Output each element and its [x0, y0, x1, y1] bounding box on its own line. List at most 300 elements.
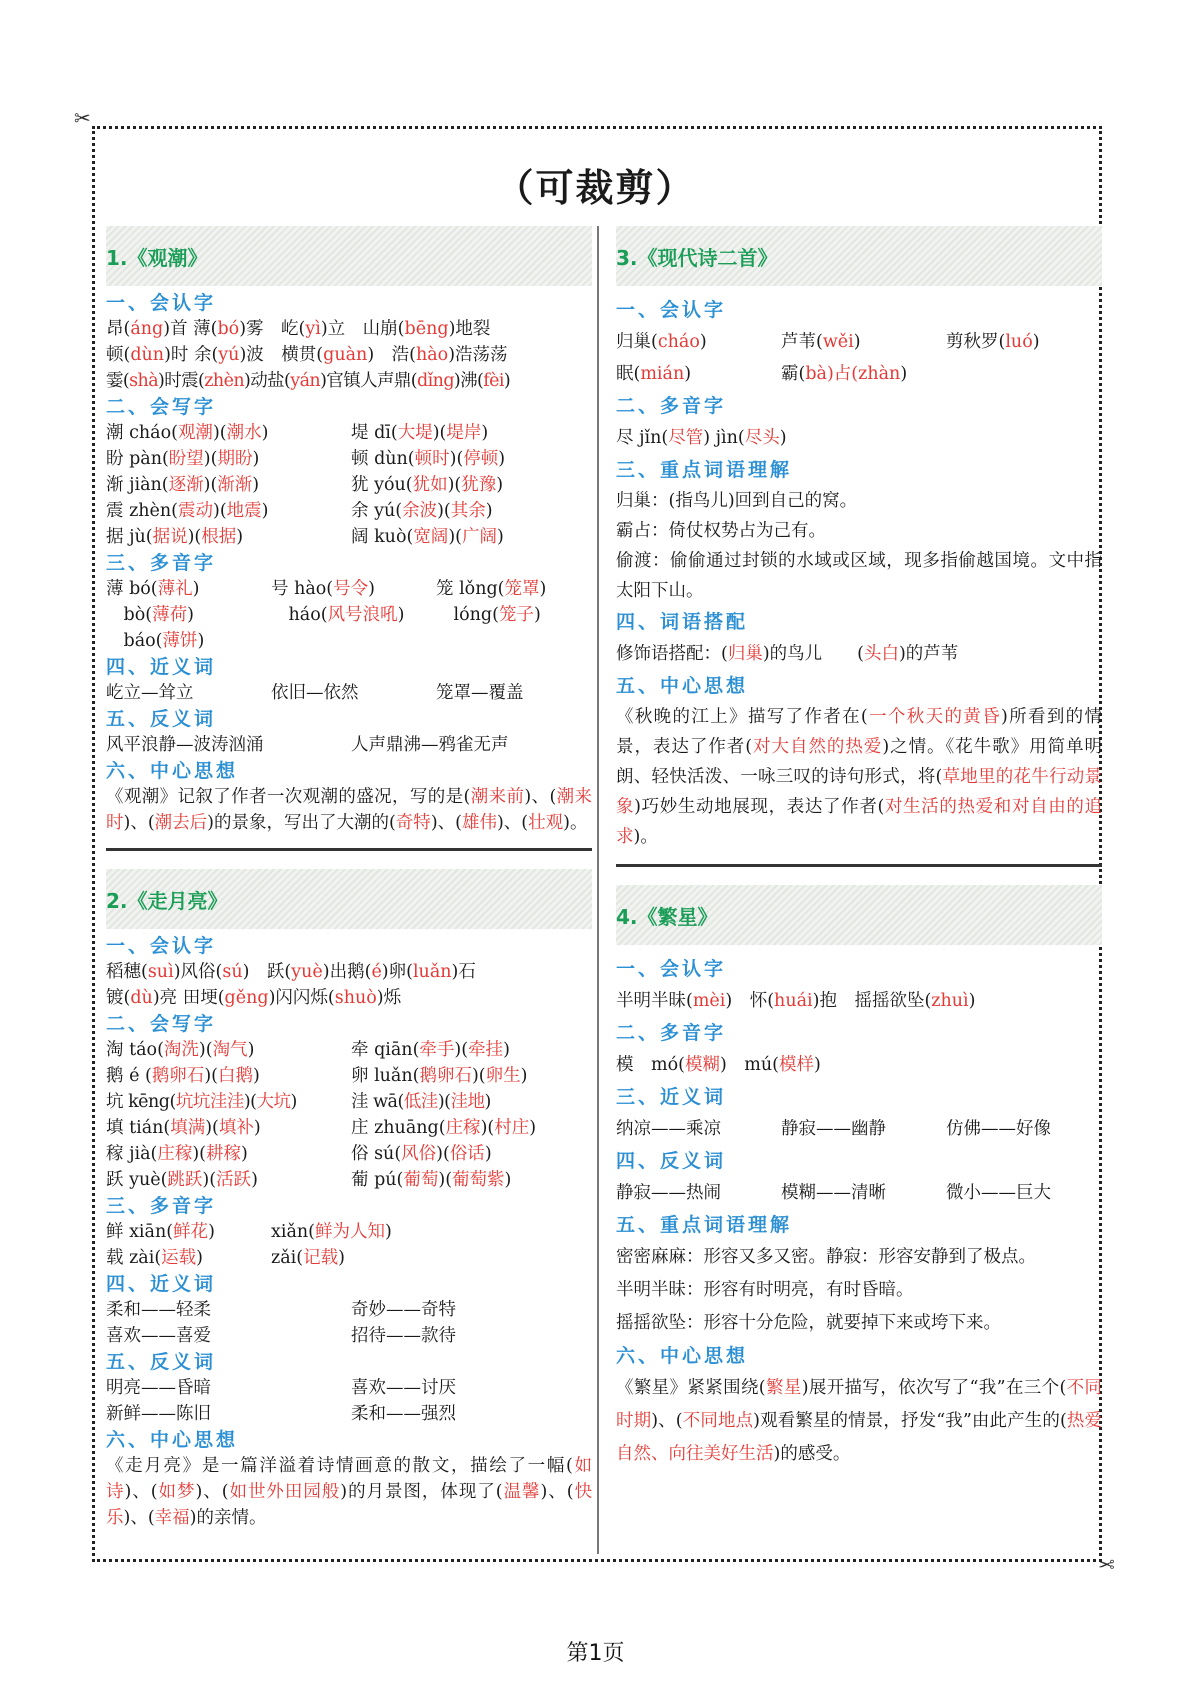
text: 渐 jiàn(	[106, 475, 169, 495]
answer: 风号浪吼	[327, 605, 398, 625]
text: )之情。《花牛歌》用简单明朗、轻快活泼、一咏三叹的诗句形式，将(	[616, 737, 1103, 787]
pinyin: yuè	[291, 962, 323, 982]
synonym-row	[616, 1113, 1102, 1145]
answer: 潮来时	[106, 787, 593, 833]
text: bò(	[106, 605, 153, 625]
pinyin-row	[616, 985, 1102, 1017]
text: )	[241, 1144, 248, 1164]
section-heading: 五、反义词	[106, 1351, 217, 1373]
central-idea	[106, 1453, 592, 1531]
synonym-pair: 静寂——幽静	[781, 1119, 886, 1139]
answer: 盼望	[168, 449, 204, 469]
left-column	[106, 226, 592, 1531]
section-heading: 三、重点词语理解	[616, 459, 793, 481]
text: 鹅 é (	[106, 1066, 152, 1086]
text: )	[814, 1055, 821, 1075]
text: )	[208, 1222, 215, 1242]
text: 坑 kēng(	[106, 1092, 176, 1112]
text: )	[368, 579, 375, 599]
pinyin: bó	[217, 319, 240, 339]
answer: 填补	[218, 1118, 254, 1138]
text: 俗 sú(	[351, 1144, 402, 1164]
answer: 记载	[303, 1248, 339, 1268]
central-idea	[616, 702, 1102, 852]
text: háo(	[271, 605, 328, 625]
text: xiǎn(	[271, 1222, 315, 1242]
text: 顿 dùn(	[351, 449, 415, 469]
text: )亮 田埂(	[152, 988, 225, 1008]
pinyin-list	[106, 316, 592, 394]
writing-row	[106, 1167, 592, 1193]
section-heading: 六、中心思想	[106, 1429, 239, 1451]
text: 修饰语搭配：(	[616, 644, 728, 664]
synonym-pair: 柔和——轻柔	[106, 1300, 211, 1320]
text: )	[529, 1118, 537, 1138]
antonym-pair: 人声鼎沸—鸦雀无声	[351, 735, 509, 755]
section-heading: 三、近义词	[616, 1086, 727, 1108]
lesson-3	[616, 226, 1102, 852]
text: )烁	[376, 988, 402, 1008]
text: 稼 jià(	[106, 1144, 158, 1164]
pinyin-row	[106, 368, 592, 394]
writing-row	[106, 1115, 592, 1141]
answer: 堤岸	[446, 423, 482, 443]
text: )	[187, 605, 194, 625]
answer: 薄饼	[162, 631, 198, 651]
text: )占(	[826, 364, 859, 384]
writing-list	[106, 420, 592, 550]
answer: 鹅卵石	[419, 1066, 472, 1086]
text: 填 tián(	[106, 1118, 171, 1138]
text: )、(	[496, 813, 529, 833]
answer: 模样	[779, 1055, 814, 1075]
answer: 据说	[152, 527, 188, 547]
text: )(	[448, 527, 462, 547]
text: )	[247, 1040, 255, 1060]
synonym-pair: 屹立—耸立	[106, 683, 194, 703]
pinyin: yì	[305, 319, 321, 339]
polyphone-row	[616, 422, 1102, 454]
section-heading: 五、中心思想	[616, 675, 749, 697]
pinyin: mèi	[692, 991, 726, 1011]
text: )	[533, 605, 541, 625]
pinyin: yú	[218, 345, 240, 365]
text: )(	[202, 1170, 217, 1190]
writing-row	[106, 1063, 592, 1089]
pinyin: zhèn	[204, 371, 245, 391]
text: )所看到的情景，表达了作者(	[616, 707, 1103, 757]
text: 犹 yóu(	[351, 475, 413, 495]
text: )	[520, 1066, 528, 1086]
pinyin: shuò	[334, 988, 377, 1008]
text: )、(	[540, 1482, 574, 1502]
lesson-title: 4.《繁星》	[616, 885, 1102, 945]
antonym-pair: 明亮——昏暗	[106, 1378, 211, 1398]
text: )	[484, 1092, 491, 1112]
answer: 庄稼	[445, 1118, 481, 1138]
text: )(	[192, 1144, 207, 1164]
polyphone-row	[616, 1049, 1102, 1081]
key-word-line: 半明半昧：形容有时明亮，有时昏暗。	[616, 1280, 914, 1300]
synonym-row	[106, 680, 592, 706]
answer: 雄伟	[461, 813, 497, 833]
text: )	[900, 364, 908, 384]
text: 霸(	[781, 364, 806, 384]
pinyin-row	[106, 959, 592, 985]
text: )	[968, 991, 976, 1011]
answer: 一个秋天的黄昏	[867, 707, 1001, 727]
text: )时 余(	[164, 345, 219, 365]
answer: 繁星	[765, 1378, 802, 1398]
text: 尽 jǐn(	[616, 428, 669, 448]
answer: 牵挂	[468, 1040, 504, 1060]
pinyin: bēng	[404, 319, 449, 339]
answer: 尽管	[668, 428, 704, 448]
antonym-row	[106, 1375, 592, 1401]
text: )雾 屹(	[239, 319, 306, 339]
text: 《繁星》紧紧围绕(	[616, 1378, 766, 1398]
text: )的月景图，体现了(	[340, 1482, 503, 1502]
answer: 如世外田园般	[228, 1482, 341, 1502]
answer: 潮去后	[154, 813, 208, 833]
text: )	[261, 423, 269, 443]
antonym-pair: 柔和——强烈	[351, 1404, 456, 1424]
text: 跃 yuè(	[106, 1170, 168, 1190]
pinyin-row	[106, 316, 592, 342]
collocation-row	[616, 638, 1102, 670]
writing-row	[106, 1141, 592, 1167]
text: 《观潮》记叙了作者一次观潮的盛况，写的是(	[106, 787, 471, 807]
pinyin: luó	[1005, 332, 1033, 352]
text: 葡 pú(	[351, 1170, 404, 1190]
central-idea	[616, 1372, 1102, 1471]
text: )(	[243, 1092, 257, 1112]
synonym-row	[106, 1297, 592, 1323]
writing-row	[106, 420, 592, 446]
answer: 卵生	[485, 1066, 521, 1086]
answer: 奇特	[395, 813, 431, 833]
text: 稻穗(	[106, 962, 148, 982]
text: )的亲情。	[189, 1508, 267, 1528]
answer: 犹豫	[461, 475, 497, 495]
scissors-icon: ✂	[74, 106, 91, 130]
answer: 鲜花	[173, 1222, 209, 1242]
text: )。	[633, 827, 658, 847]
synonym-pair: 纳凉——乘凉	[616, 1119, 721, 1139]
text: )、(	[123, 1508, 155, 1528]
section-heading: 四、近义词	[106, 656, 217, 678]
key-word-line: 归巢：(指鸟儿)回到自己的窝。	[616, 491, 858, 511]
text: 笼 lǒng(	[436, 579, 505, 599]
text: 剪秋罗(	[946, 332, 1006, 352]
section-heading: 四、反义词	[616, 1150, 727, 1172]
pinyin: áng	[130, 319, 164, 339]
text: )	[498, 449, 506, 469]
answer: 余波	[402, 501, 438, 521]
text: )。	[563, 813, 588, 833]
answer: 逐渐	[168, 475, 204, 495]
text: )	[253, 1118, 261, 1138]
text: )	[385, 1222, 392, 1242]
text: )(	[480, 1118, 495, 1138]
text: )	[496, 475, 504, 495]
lesson-2	[106, 869, 592, 1531]
answer: 渐渐	[217, 475, 253, 495]
pinyin: dùn	[130, 345, 165, 365]
answer: 葡萄	[403, 1170, 439, 1190]
answer: 填满	[170, 1118, 206, 1138]
text: )	[779, 428, 787, 448]
answer: 根据	[201, 527, 237, 547]
text: 洼 wā(	[351, 1092, 404, 1112]
text: 昂(	[106, 319, 131, 339]
text: )官镇人声鼎(	[320, 371, 418, 391]
answer: 淘气	[212, 1040, 248, 1060]
pinyin: zhuì	[931, 991, 969, 1011]
key-word-line: 霸占：倚仗权势占为己有。	[616, 521, 826, 541]
answer: 犹如	[412, 475, 448, 495]
section-heading: 一、会认字	[106, 935, 217, 957]
answer: 笼子	[498, 605, 534, 625]
text: )石	[451, 962, 476, 982]
text: )	[252, 449, 260, 469]
section-heading: 五、反义词	[106, 708, 217, 730]
pinyin: fèi	[483, 371, 504, 391]
section-heading: 一、会认字	[106, 292, 217, 314]
text: )(	[198, 1040, 213, 1060]
text: 《走月亮》是一篇洋溢着诗情画意的散文，描绘了一幅(	[106, 1456, 573, 1476]
answer: 地震	[226, 501, 262, 521]
answer: 大坑	[256, 1092, 291, 1112]
antonym-pair: 新鲜——陈旧	[106, 1404, 211, 1424]
text: )(	[203, 449, 218, 469]
text: )波 横贯(	[239, 345, 324, 365]
answer: 模糊	[684, 1055, 720, 1075]
synonym-pair: 依旧—依然	[271, 683, 359, 703]
pinyin-row	[616, 326, 1102, 358]
text: )风俗(	[173, 962, 223, 982]
section-heading: 二、会写字	[106, 396, 217, 418]
synonym-pair: 奇妙——奇特	[351, 1300, 456, 1320]
pinyin: sú	[222, 962, 243, 982]
text: )沸(	[453, 371, 484, 391]
lesson-separator	[616, 864, 1102, 867]
text: )	[236, 527, 244, 547]
text: lóng(	[436, 605, 499, 625]
text: )、(	[195, 1482, 229, 1502]
text: 阔 kuò(	[351, 527, 414, 547]
text: )(	[212, 423, 227, 443]
text: 号 hào(	[271, 579, 334, 599]
writing-row	[106, 446, 592, 472]
section-heading: 六、中心思想	[106, 760, 239, 782]
text: 载 zài(	[106, 1248, 162, 1268]
text: 镀(	[106, 988, 131, 1008]
answer: 运载	[161, 1248, 197, 1268]
pinyin: dǐng	[417, 371, 454, 391]
text: )卵(	[381, 962, 413, 982]
pinyin: dù	[130, 988, 153, 1008]
text: )	[192, 579, 200, 599]
central-idea	[106, 784, 592, 836]
text: )(	[437, 1092, 451, 1112]
text: )	[481, 423, 489, 443]
antonym-pair: 静寂——热闹	[616, 1183, 721, 1203]
text: )的鸟儿 (	[762, 644, 864, 664]
text: )、(	[124, 1482, 158, 1502]
text: 牵 qiān(	[351, 1040, 420, 1060]
pinyin: shà	[129, 371, 159, 391]
text: )	[485, 501, 493, 521]
synonym-pair: 喜欢——喜爱	[106, 1326, 211, 1346]
answer: 对大自然的热爱	[752, 737, 883, 757]
answer: 葡萄紫	[452, 1170, 505, 1190]
answer: 幸福	[154, 1508, 190, 1528]
text: )	[196, 1248, 203, 1268]
text: )、(	[524, 787, 557, 807]
column-divider	[597, 226, 599, 1554]
text: )(	[205, 1118, 219, 1138]
text: )、(	[430, 813, 462, 833]
antonym-row	[106, 732, 592, 758]
pinyin: luǎn	[412, 962, 452, 982]
text: )	[1032, 332, 1040, 352]
antonym-pair: 风平浪静—波涛汹涌	[106, 735, 264, 755]
text: )	[484, 1144, 492, 1164]
text: )	[261, 501, 269, 521]
antonym-pair: 微小——巨大	[946, 1183, 1051, 1203]
section-heading: 一、会认字	[616, 958, 727, 980]
key-word-line: 偷渡：偷偷通过封锁的水域或区域，现多指偷越国境。文中指太阳下山。	[616, 551, 1102, 601]
answer: 对生活的热爱和对自由的追求	[616, 797, 1103, 847]
section-heading: 六、中心思想	[616, 1345, 749, 1367]
pinyin: yán	[290, 371, 321, 391]
answer: 耕稼	[206, 1144, 242, 1164]
text: )	[290, 1092, 297, 1112]
text: )	[252, 1066, 260, 1086]
text: )、(	[651, 1411, 683, 1431]
answer: 俗话	[449, 1144, 485, 1164]
pinyin-row	[616, 358, 1102, 390]
text: 堤 dī(	[351, 423, 398, 443]
text: ) 跃(	[242, 962, 292, 982]
text: )的感受。	[773, 1444, 851, 1464]
answer: 宽阔	[413, 527, 449, 547]
text: )(	[437, 501, 451, 521]
pinyin: zhàn	[858, 364, 901, 384]
text: )	[504, 1170, 512, 1190]
text: 半明半昧(	[616, 991, 693, 1011]
answer: 活跃	[216, 1170, 252, 1190]
writing-row	[106, 1037, 592, 1063]
text: )	[496, 527, 504, 547]
text: )	[338, 1248, 345, 1268]
synonym-row	[106, 1323, 592, 1349]
polyphone-list	[106, 576, 592, 654]
text: 据 jù(	[106, 527, 153, 547]
answer: 白鹅	[217, 1066, 253, 1086]
text: )(	[449, 449, 464, 469]
text: )	[699, 332, 707, 352]
text: )	[503, 371, 511, 391]
answer: 其余	[450, 501, 486, 521]
answer: 停顿	[463, 449, 499, 469]
section-heading: 二、会写字	[106, 1013, 217, 1035]
answer: 期盼	[217, 449, 253, 469]
lesson-title: 1.《观潮》	[106, 226, 592, 286]
text: )浩荡荡	[448, 345, 508, 365]
section-heading: 五、重点词语理解	[616, 1214, 793, 1236]
section-heading: 三、多音字	[106, 1195, 217, 1217]
scissors-icon: ✂	[1098, 1552, 1115, 1576]
lesson-separator	[106, 848, 592, 851]
polyphone-row	[106, 628, 592, 654]
section-heading: 四、近义词	[106, 1273, 217, 1295]
text: )的景象，写出了大潮的(	[207, 813, 396, 833]
text: 霎(	[106, 371, 130, 391]
synonym-pair: 仿佛——好像	[946, 1119, 1051, 1139]
pinyin: é	[371, 962, 382, 982]
answer: 鲜为人知	[315, 1222, 385, 1242]
lesson-title: 2.《走月亮》	[106, 869, 592, 929]
text: )抱 摇摇欲坠(	[812, 991, 932, 1011]
text: )	[197, 631, 205, 651]
answer: 如梦	[157, 1482, 196, 1502]
writing-row	[106, 472, 592, 498]
text: 模 mó(	[616, 1055, 685, 1075]
answer: 大堤	[397, 423, 433, 443]
answer: 归巢	[727, 644, 763, 664]
text: 眠(	[616, 364, 641, 384]
text: )巧妙生动地展现，表达了作者(	[634, 797, 885, 817]
key-word-line: 摇摇欲坠：形容十分危险，就要掉下来或垮下来。	[616, 1313, 1001, 1333]
section-heading: 四、词语搭配	[616, 611, 749, 633]
text: 《秋晚的江上》描写了作者在(	[616, 707, 868, 727]
text: 卵 luǎn(	[351, 1066, 420, 1086]
pinyin: mián	[640, 364, 685, 384]
antonym-pair: 喜欢——讨厌	[351, 1378, 456, 1398]
pinyin: guàn	[323, 345, 368, 365]
pinyin: bà	[805, 364, 827, 384]
section-heading: 二、多音字	[616, 1022, 727, 1044]
antonym-row	[616, 1177, 1102, 1209]
text: 芦苇(	[781, 332, 823, 352]
answer: 牵手	[419, 1040, 455, 1060]
text: )地裂	[448, 319, 491, 339]
section-heading: 二、多音字	[616, 395, 727, 417]
polyphone-row	[106, 602, 592, 628]
answer: 尽头	[744, 428, 780, 448]
answer: 观潮	[177, 423, 213, 443]
text: ) mú(	[719, 1055, 779, 1075]
text: )观看繁星的情景，抒发“我”由此产生的(	[753, 1411, 1067, 1431]
text: )(	[454, 1040, 469, 1060]
antonym-pair: 模糊——清晰	[781, 1183, 886, 1203]
text: )(	[471, 1066, 486, 1086]
answer: 顿时	[414, 449, 450, 469]
pinyin-row	[106, 342, 592, 368]
answer: 潮水	[226, 423, 262, 443]
text: )首 薄(	[163, 319, 218, 339]
text: )(	[438, 1170, 453, 1190]
text: )动盐(	[244, 371, 291, 391]
key-word-line: 密密麻麻：形容又多又密。静寂：形容安静到了极点。	[616, 1247, 1036, 1267]
text: )	[684, 364, 692, 384]
polyphone-row	[106, 1219, 592, 1245]
lesson-1	[106, 226, 592, 836]
answer: 快乐	[106, 1482, 593, 1528]
text: 顿(	[106, 345, 131, 365]
